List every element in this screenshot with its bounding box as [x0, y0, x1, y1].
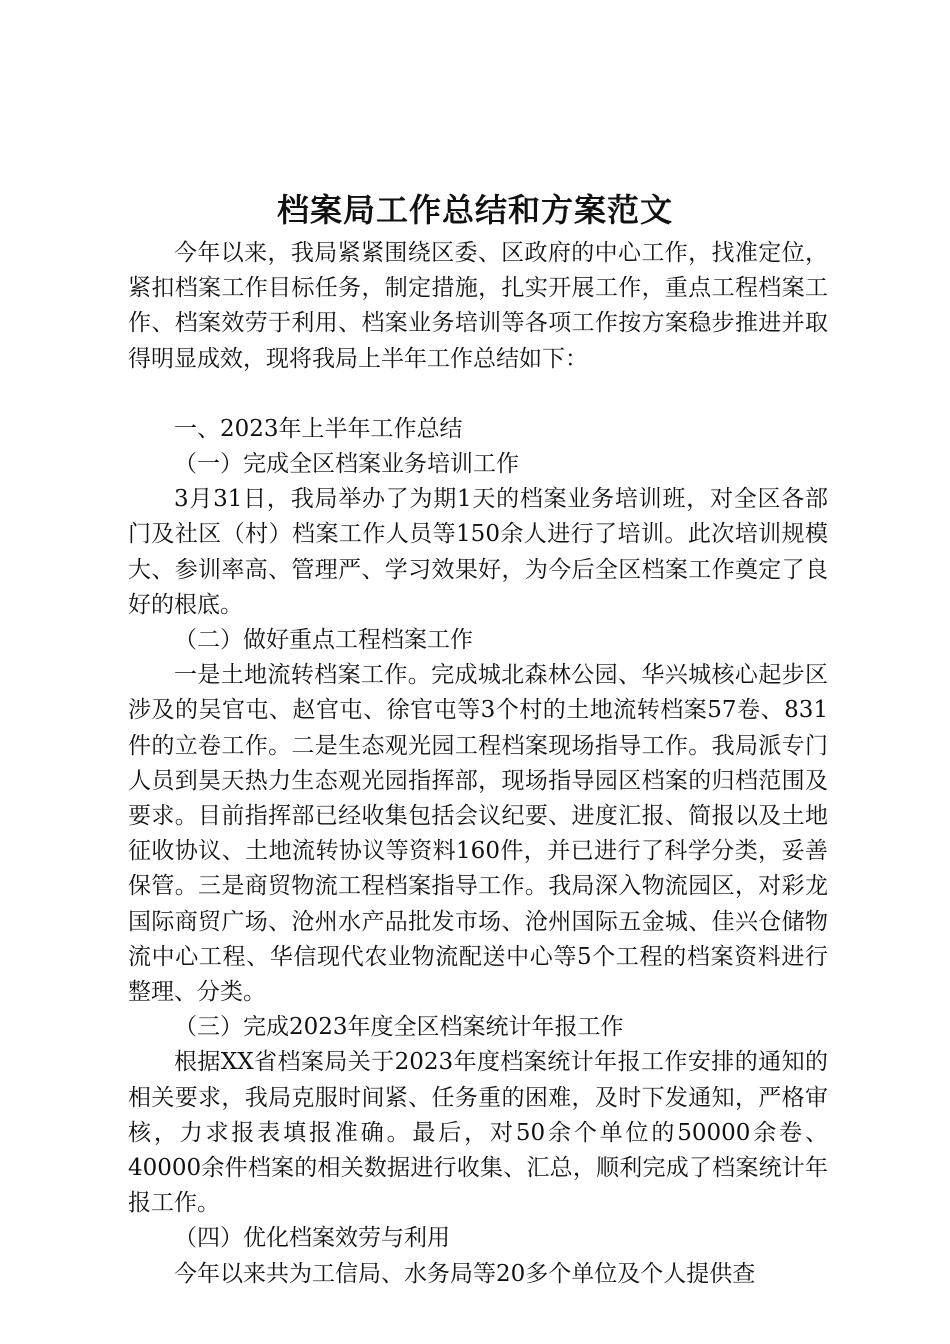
subsection-body-2: 一是土地流转档案工作。完成城北森林公园、华兴城核心起步区涉及的吴官屯、赵官屯、徐官屯等3个村的土地流转档案57卷、831件的立卷工作。二是生态观光园工程档案现场指导工作。我局派专门人员到昊天热力生态观光园指挥部，现场指导园区档案的归档范围及要求。目前指挥部已经收集包括会议纪要、进度汇报、简报以及土地征收协议、土地流转协议等资料160件，并已进行了科学分类，妥善保管。三是商贸物流工程档案指导工作。我局深入物流园区，对彩龙国际商贸广场、沧州水产品批发市场、沧州国际五金城、佳兴仓储物流中心工程、华信现代农业物流配送中心等5个工程的档案资料进行整理、分类。 — [128, 662, 828, 1006]
subsection-body-3: 根据XX省档案局关于2023年度档案统计年报工作安排的通知的相关要求，我局克服时间紧、任务重的困难，及时下发通知，严格审核，力求报表填报准确。最后，对50余个单位的50000余卷、40000余件档案的相关数据进行收集、汇总，顺利完成了档案统计年报工作。 — [128, 1049, 828, 1217]
intro-paragraph: 今年以来，我局紧紧围绕区委、区政府的中心工作，找准定位，紧扣档案工作目标任务，制定措施，扎实开展工作，重点工程档案工作、档案效劳于利用、档案业务培训等各项工作按方案稳步推进并取得明显成效，现将我局上半年工作总结如下： — [128, 240, 828, 372]
document-title: 档案局工作总结和方案范文 — [276, 191, 673, 229]
subsection-heading-4: （四）优化档案效劳与利用 — [174, 1225, 450, 1252]
section-heading-1: 一、2023年上半年工作总结 — [174, 415, 463, 442]
subsection-heading-1: （一）完成全区档案业务培训工作 — [174, 451, 519, 478]
subsection-heading-3: （三）完成2023年度全区档案统计年报工作 — [174, 1014, 624, 1041]
document-body — [128, 236, 828, 1292]
subsection-body-4: 今年以来共为工信局、水务局等20多个单位及个人提供查 — [174, 1260, 756, 1287]
subsection-heading-2: （二）做好重点工程档案工作 — [174, 627, 473, 654]
subsection-body-1: 3月31日，我局举办了为期1天的档案业务培训班，对全区各部门及社区（村）档案工作人员等150余人进行了培训。此次培训规模大、参训率高、管理严、学习效果好，为今后全区档案工作奠定了良好的根底。 — [128, 486, 828, 618]
